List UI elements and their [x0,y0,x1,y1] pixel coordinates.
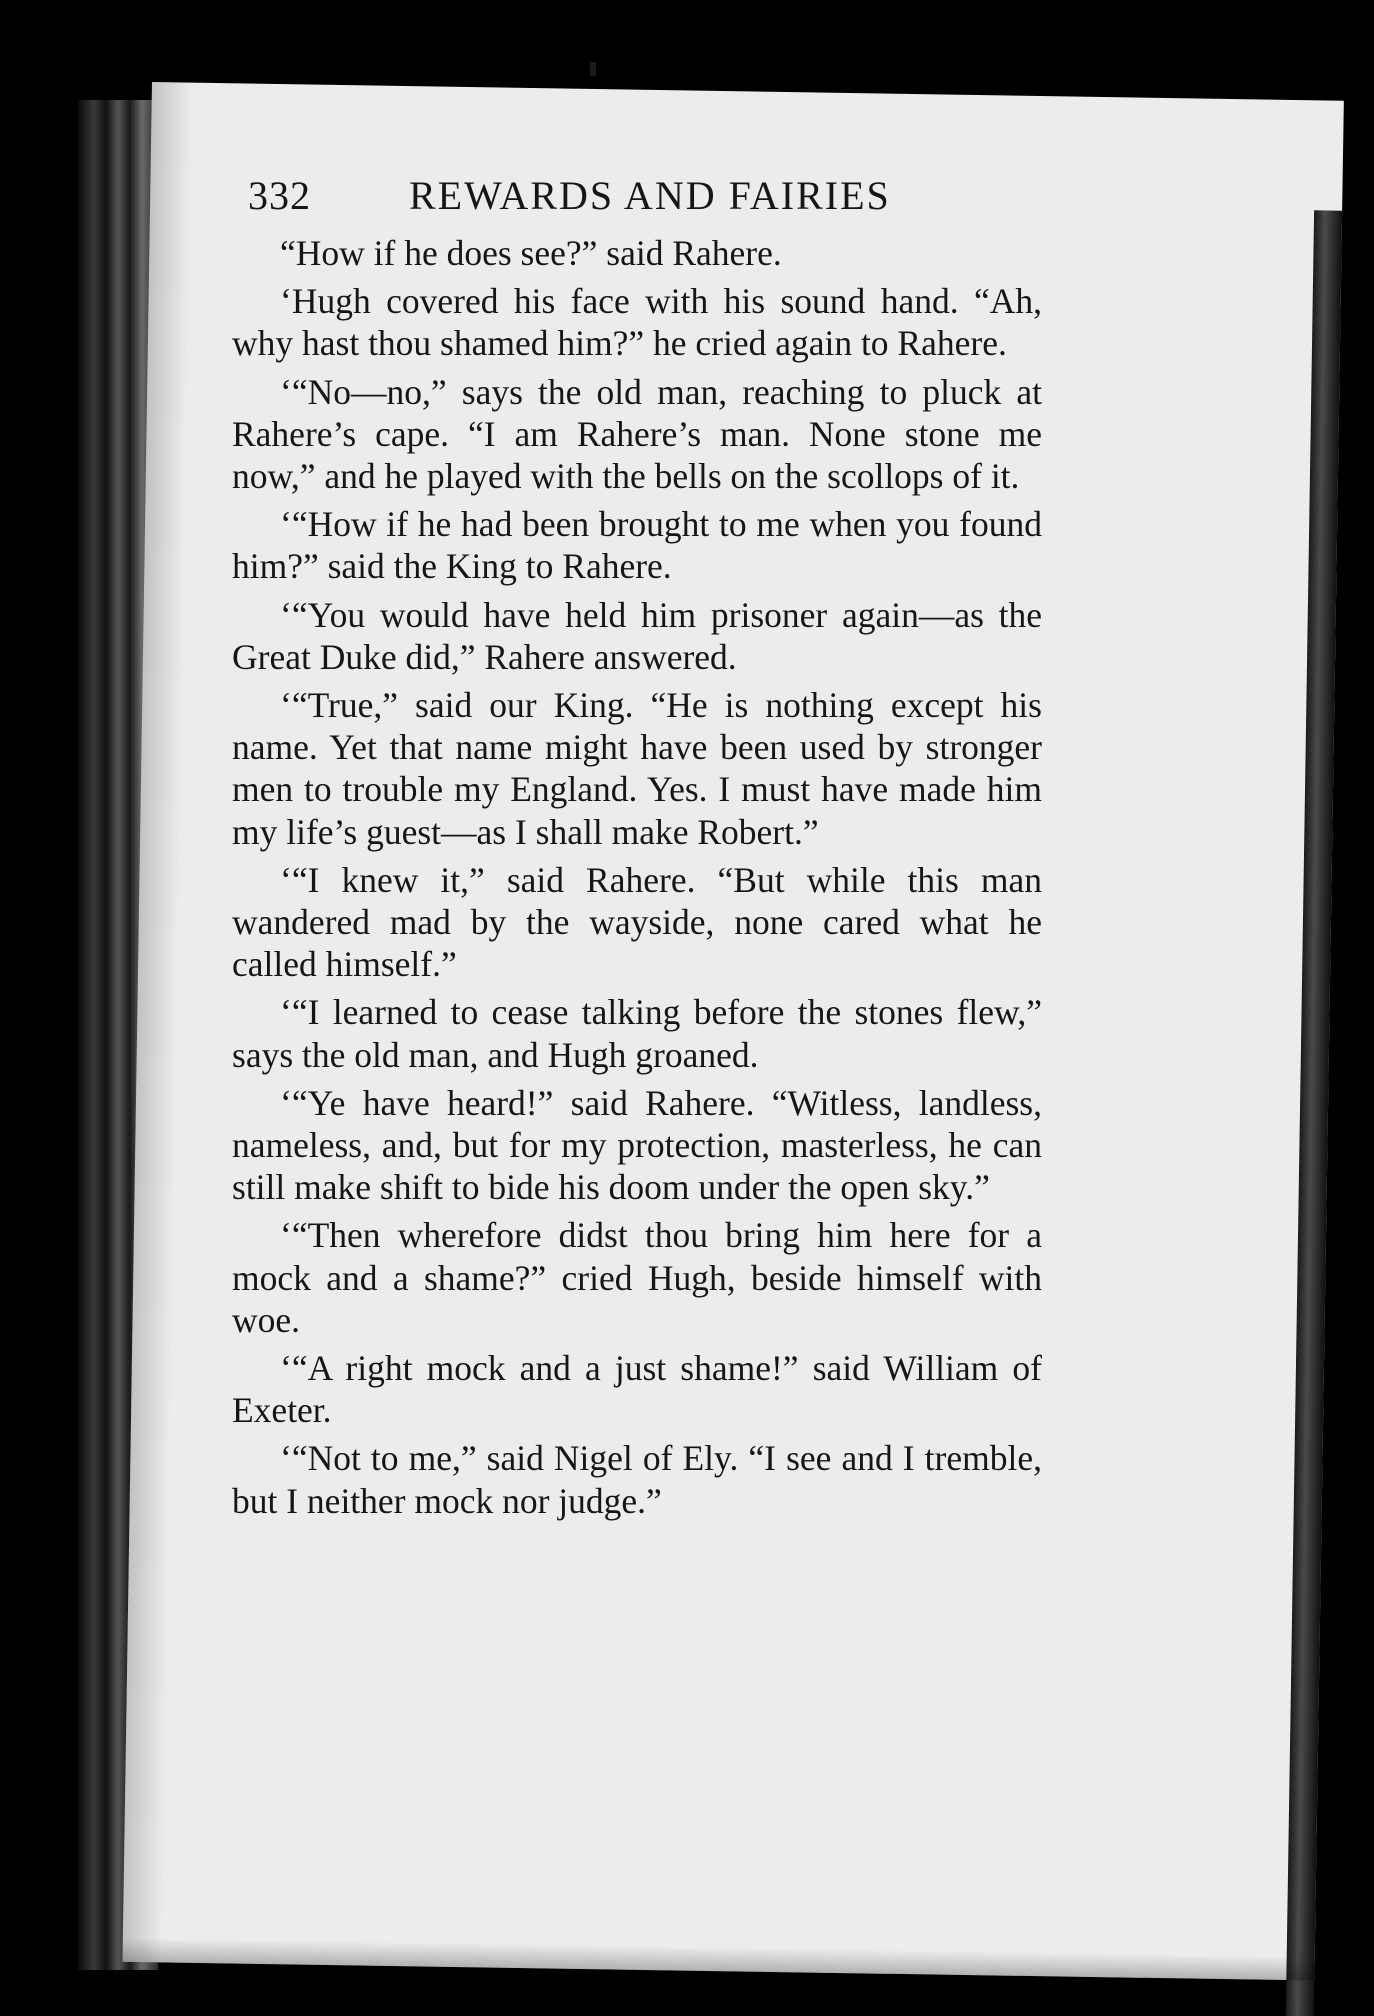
paragraph: ‘“Then wherefore didst thou bring him here for a mock and a shame?” cried Hugh, beside himself with woe. [232,1215,1042,1340]
running-title: REWARDS AND FAIRIES [409,173,891,218]
paragraph: ‘“How if he had been brought to me when you found him?” said the King to Rahere. [232,504,1042,587]
paragraph: ‘“A right mock and a just shame!” said William of Exeter. [232,1348,1042,1431]
paragraph: ‘“I learned to cease talking before the stones flew,” says the old man, and Hugh groaned. [232,992,1042,1075]
paragraph: ‘“Not to me,” said Nigel of Ely. “I see and I tremble, but I neither mock nor judge.” [232,1438,1042,1521]
paragraph: ‘“True,” said our King. “He is nothing except his name. Yet that name might have been used by stronger men to trouble my England. Yes. I must have made him my life’s guest—as I shall make Robert.” [232,685,1042,852]
paragraph: ‘Hugh covered his face with his sound hand. “Ah, why hast thou shamed him?” he cried again to Rahere. [232,281,1042,364]
scan-speck [590,62,596,76]
facing-page-edge [1285,210,1342,2016]
paragraph: ‘“I knew it,” said Rahere. “But while this man wandered mad by the wayside, none cared what he called himself.” [232,859,1042,985]
running-head [248,172,988,219]
paragraph: ‘“You would have held him prisoner again—as the Great Duke did,” Rahere answered. [232,594,1042,677]
page-number: 332 [248,173,311,218]
paragraph: “How if he does see?” said Rahere. [280,233,782,273]
body-text [232,232,1042,1528]
bottom-shadow [122,1938,1314,1981]
paragraph: ‘“No—no,” says the old man, reaching to pluck at Rahere’s cape. “I am Rahere’s man. None stone me now,” and he played with the bells on the scollops of it. [232,371,1042,497]
paragraph: ‘“Ye have heard!” said Rahere. “Witless, landless, nameless, and, but for my protection, masterless, he can still make shift to bide his doom under the open sky.” [232,1082,1042,1208]
